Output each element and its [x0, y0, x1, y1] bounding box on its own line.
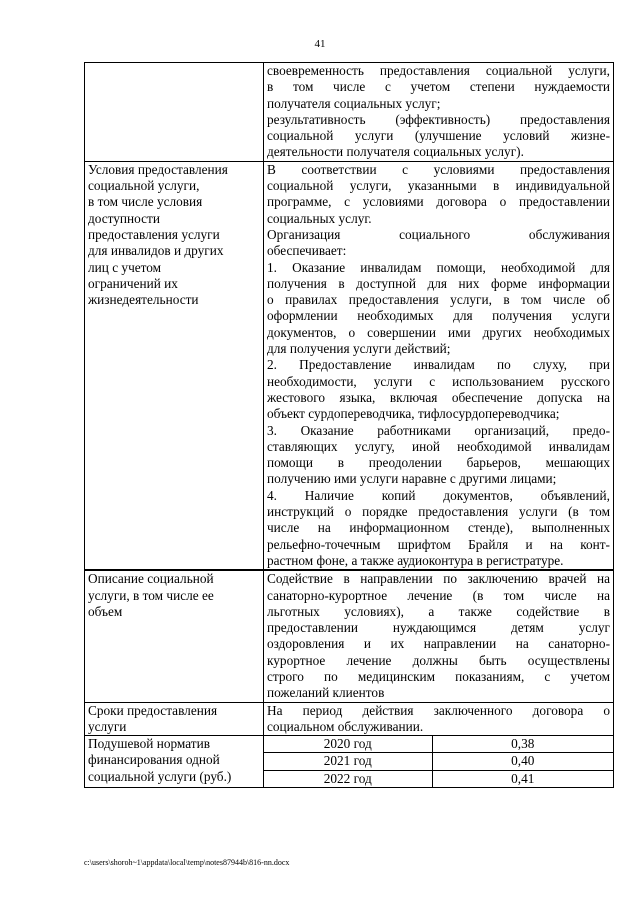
text-line: получения в доступной для них форме информации [267, 275, 610, 291]
text-line: результативность (эффективность) предоставления [267, 111, 610, 127]
text-line: в том числе с учетом степени нуждаемости [267, 79, 610, 95]
text-line: помощи в преодолении барьеров, мешающих [267, 455, 610, 471]
funding-value: 0,40 [432, 753, 613, 770]
funding-row [264, 736, 613, 753]
text-line: для инвалидов и других [88, 243, 224, 259]
text-line: необходимости, услуги с использованием русского [267, 373, 610, 389]
conditions-content [267, 162, 610, 569]
text-line: ставляющих услугу, иной необходимой инвалидам [267, 438, 610, 454]
text-line: о правилах предоставления услуги, в том числе об [267, 292, 610, 308]
funding-value: 0,41 [432, 770, 613, 787]
text-line: Организация социального обслуживания [267, 226, 610, 242]
text-line: 2. Предоставление инвалидам по слуху, при [267, 357, 610, 373]
text-line: ограничений их [88, 275, 178, 291]
text-line: растном фоне, а также аудиоконтура в регистратуре. [267, 552, 564, 568]
text-line: жестового языка, включая обеспечение допуска на [267, 389, 610, 405]
text-line: инструкций о порядке предоставления услуги (в том [267, 504, 610, 520]
text-line: доступности [88, 210, 160, 226]
conditions-label-cell [85, 161, 264, 569]
text-line: Содействие в направлении по заключению врачей на [267, 571, 610, 587]
text-line: строго по медицинским показаниям, с учетом [267, 668, 610, 684]
table-row [85, 736, 614, 788]
funding-year: 2022 год [264, 770, 432, 787]
funding-year: 2020 год [264, 736, 432, 753]
terms-label-cell [85, 702, 264, 736]
text-line: числе на информационном стенде), выполненных [267, 520, 610, 536]
funding-label [88, 736, 260, 785]
text-line: объект сурдопереводчика, тифлосурдопереводчика; [267, 406, 560, 422]
text-line: объем [88, 603, 123, 619]
text-line: Условия предоставления [88, 161, 228, 177]
row1-label-cell [85, 63, 264, 162]
text-line: жизнедеятельности [88, 292, 199, 308]
text-line: Подушевой норматив [88, 736, 210, 752]
text-line: оформлении необходимых для получения услуги [267, 308, 610, 324]
text-line: услуги, в том числе ее [88, 587, 214, 603]
text-line: социальной услуги, [88, 178, 200, 194]
text-line: обеспечивает: [267, 243, 347, 259]
funding-row [264, 753, 613, 770]
text-line: программе, с условиями договора о предоставлении [267, 194, 610, 210]
description-content-cell [264, 571, 614, 702]
text-line: социальном обслуживании. [267, 718, 424, 734]
page-number: 41 [314, 38, 326, 50]
text-line: деятельности получателя социальных услуг). [267, 144, 524, 160]
conditions-label [88, 162, 260, 309]
funding-row [264, 770, 613, 787]
row1-content [267, 63, 610, 161]
description-content [267, 571, 610, 701]
text-line: На период действия заключенного договора о [267, 702, 610, 718]
text-line: финансирования одной [88, 752, 220, 768]
terms-content [267, 703, 610, 736]
text-line: получению ими услуги наравне с другими лицами; [267, 471, 557, 487]
text-line: оздоровления и их направлении на санаторно- [267, 636, 610, 652]
text-line: социальных услуг. [267, 210, 372, 226]
text-line: 3. Оказание работниками организаций, предо- [267, 422, 610, 438]
description-label-cell [85, 571, 264, 702]
funding-year: 2021 год [264, 753, 432, 770]
text-line: Описание социальной [88, 571, 214, 587]
conditions-content-cell [264, 161, 614, 569]
text-line: В соответствии с условиями предоставления [267, 161, 610, 177]
text-line: 4. Наличие копий документов, объявлений, [267, 487, 610, 503]
text-line: для получения услуги действий; [267, 341, 451, 357]
text-line: 1. Оказание инвалидам помощи, необходимой для [267, 259, 610, 275]
text-line: рельефно-точечным шрифтом Брайля и на конт- [267, 536, 610, 552]
description-label [88, 571, 260, 620]
text-line: пожеланий клиентов [267, 685, 385, 701]
table-row [85, 63, 614, 162]
text-line: получателя социальных услуг; [267, 95, 441, 111]
table-row [85, 161, 614, 569]
text-line: социальной услуги (улучшение условий жизне- [267, 128, 610, 144]
text-line: документов, о совершении ими других необходимых [267, 324, 610, 340]
table-row [85, 702, 614, 736]
text-line: своевременность предоставления социальной услуги, [267, 63, 610, 78]
funding-content-cell [264, 736, 614, 788]
text-line: социальной услуги (руб.) [88, 768, 232, 784]
table-row [85, 571, 614, 702]
row1-content-cell [264, 63, 614, 162]
funding-label-cell [85, 736, 264, 788]
funding-value: 0,38 [511, 736, 535, 752]
service-table [84, 62, 614, 788]
terms-label [88, 703, 260, 736]
text-line: Сроки предоставления [88, 702, 218, 718]
text-line: лиц с учетом [88, 259, 162, 275]
text-line: курортное лечение должны быть осуществлены [267, 652, 610, 668]
text-line: санаторно-курортное лечение (в том числе на [267, 587, 610, 603]
text-line: в том числе условия [88, 194, 203, 210]
text-line: предоставления услуги [88, 226, 220, 242]
footer-file-path: c:\users\shoroh~1\appdata\local\temp\notes87944b\816-nn.docx [84, 858, 290, 867]
text-line: предоставлении нуждающимся детям услуг [267, 620, 610, 636]
text-line: услуги [88, 718, 127, 734]
terms-content-cell [264, 702, 614, 736]
text-line: льготных условиях), а также содействие в [267, 603, 610, 619]
funding-table [264, 736, 613, 787]
text-line: социальной услуги, указанными в индивидуальной [267, 178, 610, 194]
